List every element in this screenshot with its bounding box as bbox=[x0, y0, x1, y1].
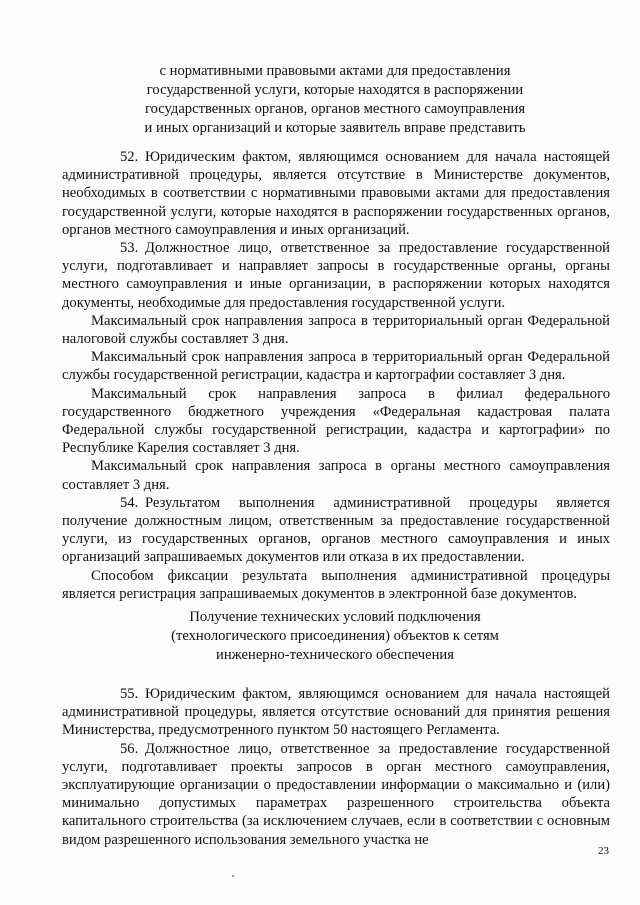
paragraph-text: Юридическим фактом, являющимся основанием для начала настоящей административной процедуры, является отсутствие в Министерстве документов, необходимых в соответствии с нормативными правовыми актами для предоставления государственной услуги, которые находятся в распоряжении государственных органов, органов местного самоуправления и иных организаций. bbox=[62, 149, 610, 238]
paragraph-52 bbox=[62, 148, 610, 239]
section-heading-technical-conditions bbox=[60, 608, 610, 665]
paragraph-deadline-local bbox=[62, 457, 610, 493]
paragraph-number: 55. bbox=[120, 686, 139, 702]
heading-line: государственной услуги, которые находятся в распоряжении bbox=[146, 82, 524, 98]
paragraph-text: Юридическим фактом, являющимся основанием для начала настоящей административной процедуры, является отсутствие оснований для принятия решения Министерства, предусмотренного пунктом 50 настоящего Регламента. bbox=[62, 686, 610, 739]
page-number: 23 bbox=[598, 845, 609, 857]
paragraph-55 bbox=[62, 685, 610, 740]
heading-line: и иных организаций и которые заявитель вправе представить bbox=[144, 120, 526, 136]
paragraph-53 bbox=[62, 239, 610, 312]
paragraph-number: 53. bbox=[120, 240, 139, 257]
heading-line: с нормативными правовыми актами для предоставления bbox=[159, 63, 511, 79]
paragraph-56 bbox=[62, 740, 610, 849]
paragraph-deadline-registry bbox=[62, 348, 610, 384]
paragraph-text: Максимальный срок направления запроса в территориальный орган Федеральной налоговой службы составляет 3 дня. bbox=[62, 312, 610, 348]
heading-line: инженерно-технического обеспечения bbox=[216, 647, 454, 663]
paragraph-text: Должностное лицо, ответственное за предоставление государственной услуги, подготавливает проекты запросов в орган местного самоуправления, эксплуатирующие организации о предоставлении информации о максимально и (или) минимально допустимых параметрах разрешенного строительства объекта капитального строительства (за исключением случаев, если в соответствии с основным видом разрешенного использования земельного участка не bbox=[62, 740, 610, 848]
paragraph-deadline-cadastral bbox=[62, 385, 610, 458]
paragraph-number: 52. bbox=[120, 149, 139, 165]
paragraph-text: Максимальный срок направления запроса в органы местного самоуправления составляет 3 дня. bbox=[62, 458, 610, 493]
paragraph-text: Способом фиксации результата выполнения административной процедуры является регистрация запрашиваемых документов в электронной базе документов. bbox=[62, 567, 610, 602]
heading-line: Получение технических условий подключения bbox=[189, 609, 481, 625]
paragraph-fixation bbox=[62, 567, 610, 603]
section-heading-requests bbox=[60, 62, 610, 138]
scan-speck bbox=[232, 875, 234, 877]
paragraph-text: Максимальный срок направления запроса в филиал федерального государственного бюджетного учреждения «Федеральная кадастровая палата Федеральной службы государственной регистрации, кадастра и картографии» по Республике Карелия составляет 3 дня. bbox=[62, 385, 610, 457]
paragraph-text: Результатом выполнения административной процедуры является получение должностным лицом, ответственным за предоставление государственной услуги, из государственных органов, органов местного самоуправления и иных организаций запрашиваемых документов или отказа в их предоставлении. bbox=[62, 494, 610, 566]
paragraph-number: 56. bbox=[120, 740, 139, 757]
paragraph-deadline-tax bbox=[62, 312, 610, 348]
paragraph-54 bbox=[62, 494, 610, 567]
paragraph-text: Максимальный срок направления запроса в территориальный орган Федеральной службы государственной регистрации, кадастра и картографии составляет 3 дня. bbox=[62, 349, 610, 384]
section-body-technical-conditions bbox=[62, 685, 610, 849]
section-body-requests bbox=[62, 148, 610, 603]
paragraph-number: 54. bbox=[120, 494, 139, 511]
heading-line: (технологического присоединения) объектов к сетям bbox=[171, 628, 499, 644]
paragraph-text: Должностное лицо, ответственное за предоставление государственной услуги, подготавливает и направляет запросы в государственные органы, органы местного самоуправления и иные организации, в распоряжении которых находятся документы, необходимые для предоставления государственной услуги. bbox=[62, 240, 610, 311]
heading-line: государственных органов, органов местного самоуправления bbox=[144, 101, 526, 117]
